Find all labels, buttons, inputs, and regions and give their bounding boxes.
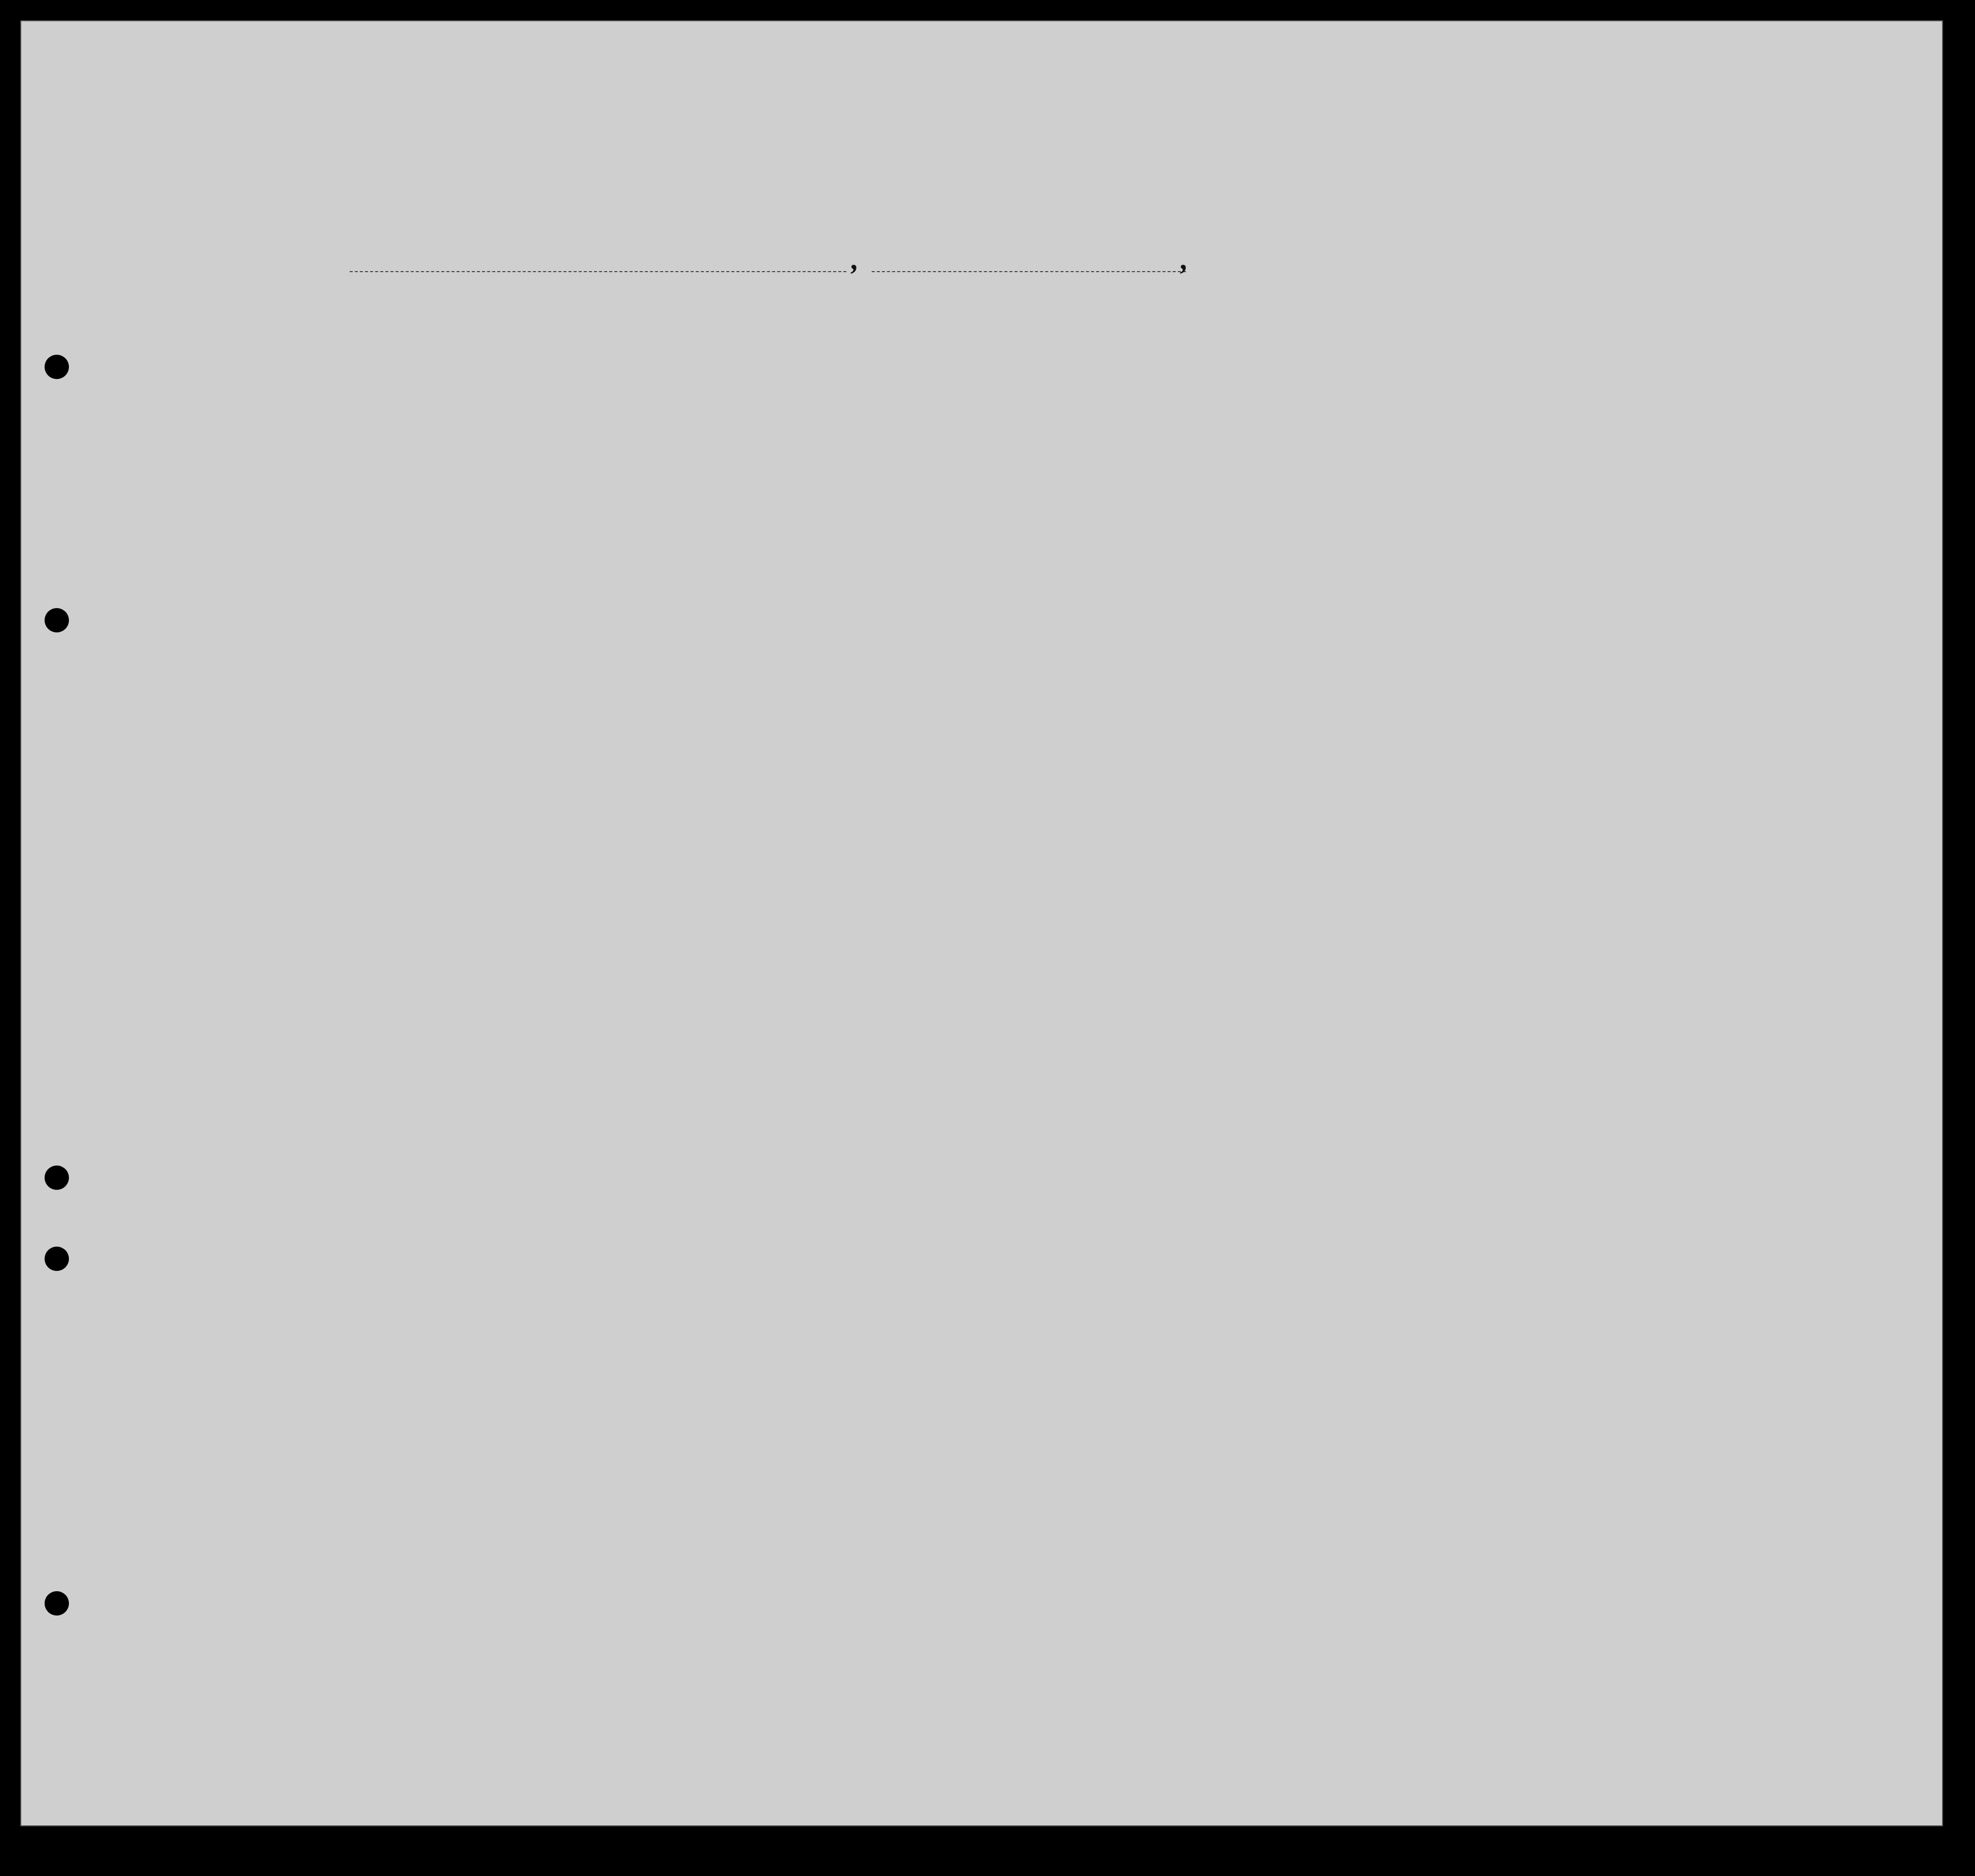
header-purpose-a	[1131, 345, 1162, 461]
comma-separator: ,	[851, 243, 859, 276]
header-anarchist	[1346, 329, 1361, 461]
header-inches	[1645, 390, 1660, 456]
header-purpose-b	[1171, 345, 1201, 461]
header-ticket	[577, 314, 602, 461]
header-q30	[1462, 329, 1482, 461]
header-q29	[1417, 329, 1447, 461]
header-prison	[1275, 329, 1295, 461]
comma-separator: ,	[1181, 243, 1188, 276]
header-purpose-c	[1244, 345, 1270, 461]
header-feet	[1629, 390, 1645, 456]
header-money	[704, 314, 730, 461]
header-polygamist	[1318, 329, 1333, 461]
header-q28	[1373, 329, 1409, 461]
